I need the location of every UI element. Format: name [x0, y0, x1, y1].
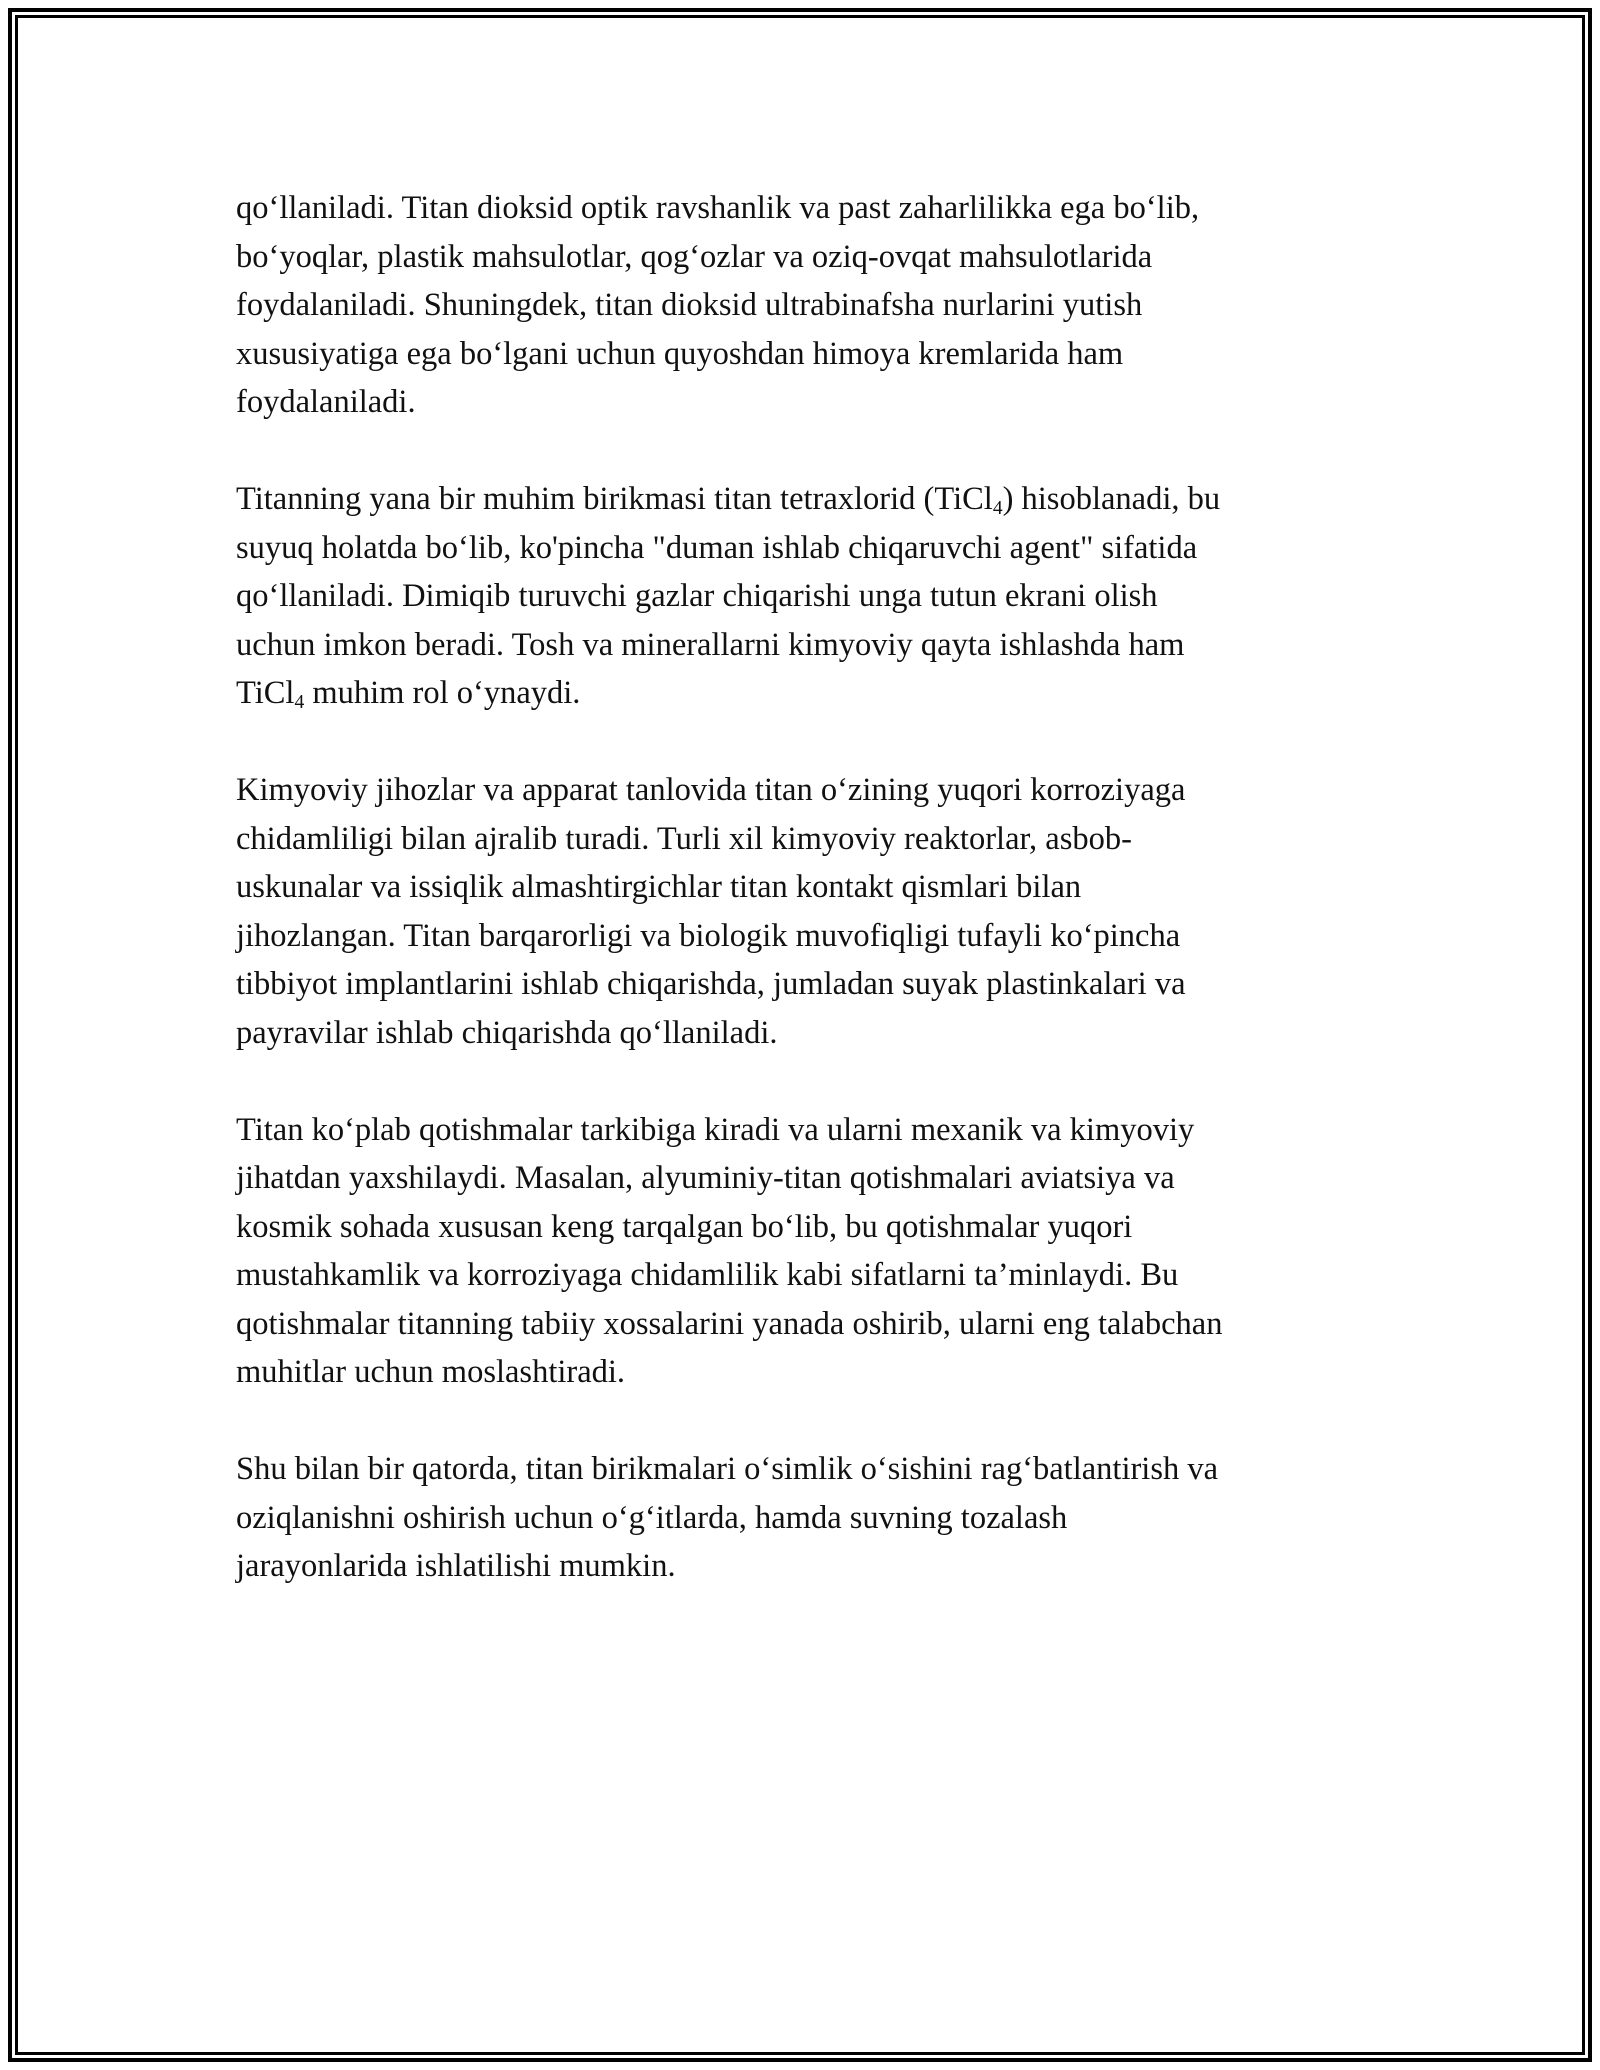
text-line: [236, 675, 580, 711]
text-run: ) hisoblanadi, bu: [1002, 481, 1221, 517]
text-line: qotishmalar titanning tabiiy xossalarini yanada oshirib, ularni eng talabchan: [236, 1305, 1223, 1342]
text-line: jarayonlarida ishlatilishi mumkin.: [236, 1548, 676, 1584]
text-line: jihozlangan. Titan barqarorligi va biologik muvofiqligi tufayli ko‘pincha: [236, 917, 1181, 954]
text-line: tibbiyot implantlarini ishlab chiqarishda, jumladan suyak plastinkalari va: [236, 966, 1186, 1002]
text-line: xususiyatiga ega bo‘lgani uchun quyoshdan himoya kremlarida ham: [236, 335, 1124, 372]
text-line: Kimyoviy jihozlar va apparat tanlovida titan o‘zining yuqori korroziyaga: [236, 772, 1186, 808]
text-line: qo‘llaniladi. Dimiqib turuvchi gazlar chiqarishi unga tutun ekrani olish: [236, 578, 1158, 614]
text-line: qo‘llaniladi. Titan dioksid optik ravshanlik va past zaharlilikka ega bo‘lib,: [236, 190, 1200, 226]
paragraph-3: [236, 766, 1366, 1057]
text-line: chidamliligi bilan ajralib turadi. Turli xil kimyoviy reaktorlar, asbob-: [236, 820, 1132, 857]
text-line: uskunalar va issiqlik almashtirgichlar titan kontakt qismlari bilan: [236, 869, 1082, 905]
text-line: payravilar ishlab chiqarishda qo‘llaniladi.: [236, 1014, 778, 1051]
text-line: foydalaniladi. Shuningdek, titan dioksid ultrabinafsha nurlarini yutish: [236, 287, 1143, 323]
paragraph-4: [236, 1106, 1366, 1397]
subscript: 4: [294, 691, 305, 713]
text-line: uchun imkon beradi. Tosh va minerallarni kimyoviy qayta ishlashda ham: [236, 626, 1185, 663]
text-line: Shu bilan bir qatorda, titan birikmalari o‘simlik o‘sishini rag‘batlantirish va: [236, 1451, 1219, 1487]
text-run: TiCl: [236, 675, 295, 711]
paragraph-2: [236, 475, 1366, 718]
paragraph-1: [236, 184, 1366, 427]
text-line: jihatdan yaxshilaydi. Masalan, alyuminiy-titan qotishmalari aviatsiya va: [236, 1160, 1175, 1196]
text-line: mustahkamlik va korroziyaga chidamlilik kabi sifatlarni ta’minlaydi. Bu: [236, 1257, 1179, 1293]
paragraph-5: [236, 1445, 1366, 1591]
text-line: foydalaniladi.: [236, 384, 416, 420]
text-line: oziqlanishni oshirish uchun o‘g‘itlarda, hamda suvning tozalash: [236, 1499, 1068, 1536]
text-line: Titan ko‘plab qotishmalar tarkibiga kiradi va ularni mexanik va kimyoviy: [236, 1111, 1195, 1148]
subscript: 4: [992, 497, 1003, 519]
document-body: [236, 184, 1366, 1639]
text-run: Titanning yana bir muhim birikmasi titan tetraxlorid (TiCl: [236, 481, 993, 517]
text-line: suyuq holatda bo‘lib, ko'pincha "duman ishlab chiqaruvchi agent" sifatida: [236, 529, 1198, 566]
text-line: muhitlar uchun moslashtiradi.: [236, 1354, 626, 1390]
text-line: [236, 481, 1220, 517]
text-run: muhim rol o‘ynaydi.: [304, 675, 581, 711]
text-line: kosmik sohada xususan keng tarqalgan bo‘lib, bu qotishmalar yuqori: [236, 1208, 1133, 1245]
text-line: bo‘yoqlar, plastik mahsulotlar, qog‘ozlar va oziq-ovqat mahsulotlarida: [236, 238, 1153, 275]
